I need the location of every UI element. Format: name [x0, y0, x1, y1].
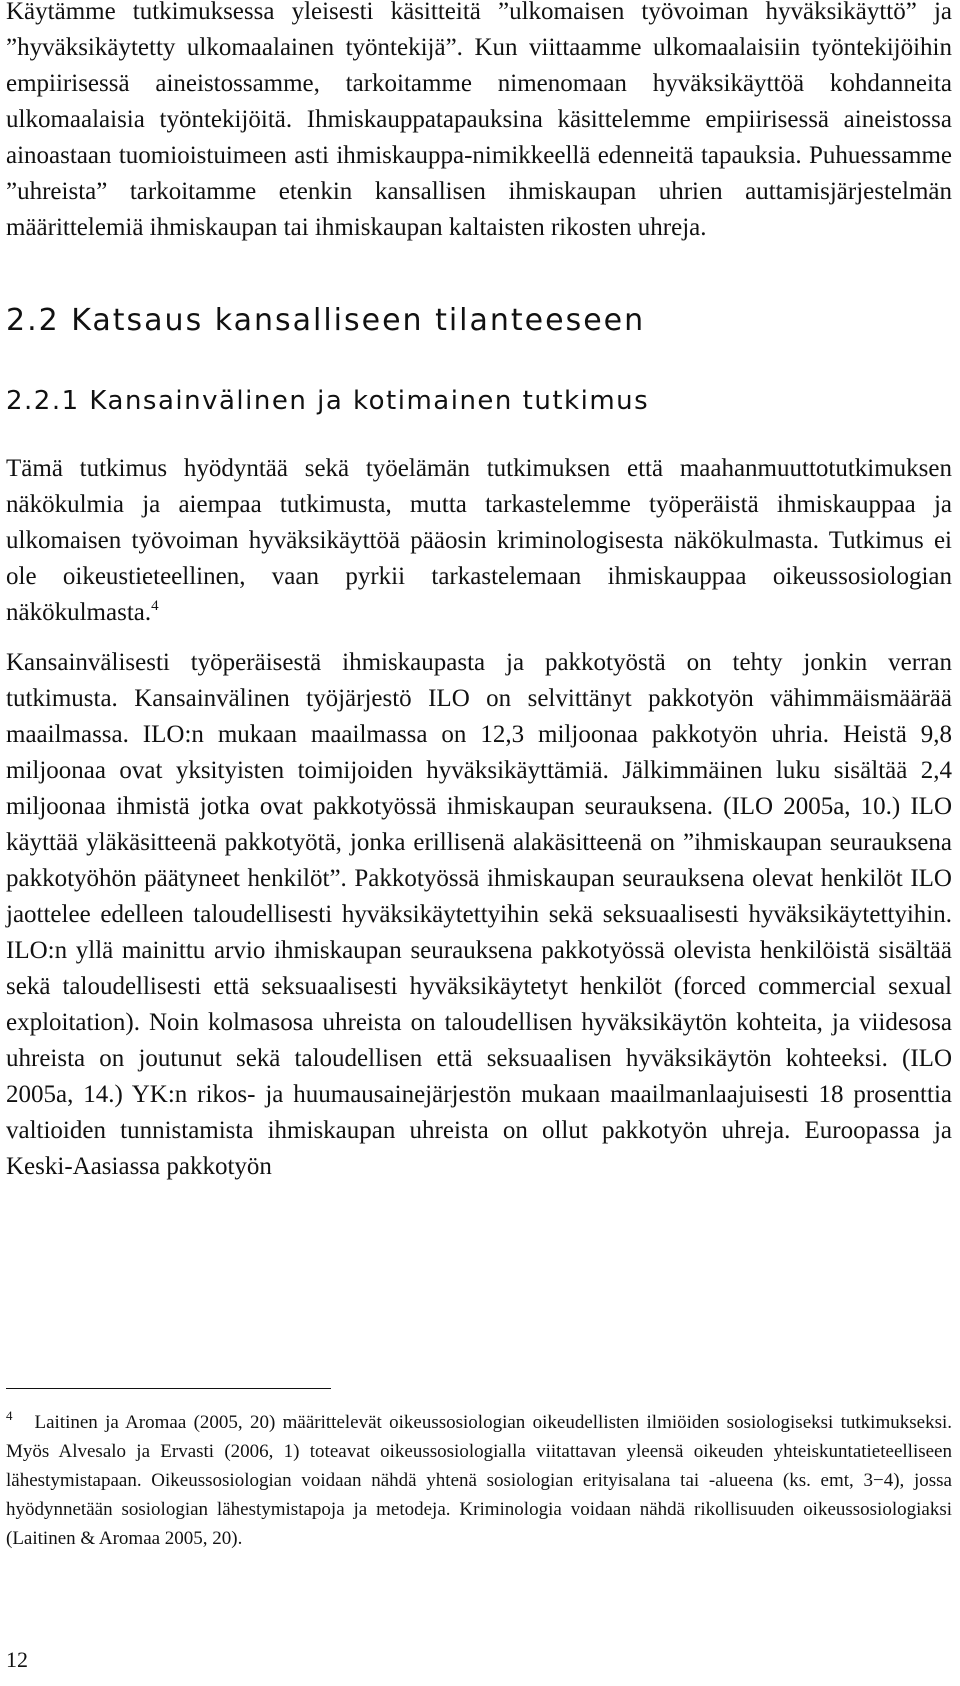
research-paragraph	[6, 451, 952, 631]
subsection-heading: 2.2.1 Kansainvälinen ja kotimainen tutkimus	[6, 386, 650, 416]
footnote-text: Laitinen ja Aromaa (2005, 20) määrittelevät oikeussosiologian oikeudellisten ilmiöiden sosiologiseksi tutkimukseksi. Myös Alvesalo ja Ervasti (2006, 1) toteavat oikeussosiologialla viitattavan yleensä oikeuden yhteiskuntatieteelliseen lähestymistapaan. Oikeussosiologian voidaan nähdä yhtenä sosiologian erityisalana tai -alueena (ks. emt, 3−4), jossa hyödynnetään sosiologian lähestymistapoja ja metodeja. Kriminologia voidaan nähdä rikollisuuden oikeussosiologiaksi (Laitinen & Aromaa 2005, 20).	[6, 1412, 952, 1549]
ilo-paragraph: Kansainvälisesti työperäisestä ihmiskaupasta ja pakkotyöstä on tehty jonkin verran tutkimusta. Kansainvälinen työjärjestö ILO on selvittänyt pakkotyön vähimmäismäärää maailmassa. ILO:n mukaan maailmassa on 12,3 miljoonaa pakkotyön uhria. Heistä 9,8 miljoonaa ovat yksityisten toimijoiden hyväksikäyttämiä. Jälkimmäinen luku sisältää 2,4 miljoonaa ihmistä jotka ovat pakkotyössä ihmiskaupan seurauksena. (ILO 2005a, 10.) ILO käyttää yläkäsitteenä pakkotyötä, jonka erillisenä alakäsitteenä on ”ihmiskaupan seurauksena pakkotyöhön päätyneet henkilöt”. Pakkotyössä ihmiskaupan seurauksena olevat henkilöt ILO jaottelee edelleen taloudellisesti hyväksikäytettyihin sekä seksuaalisesti hyväksikäytettyihin. ILO:n yllä mainittu arvio ihmiskaupan seurauksena pakkotyössä olevista henkilöistä sisältää sekä taloudellisesti että seksuaalisesti hyväksikäytetyt henkilöt (forced commercial sexual exploitation). Noin kolmasosa uhreista on taloudellisen hyväksikäytön kohteita, ja viidesosa uhreista on joutunut sekä taloudellisen että seksuaalisen hyväksikäytön kohteeksi. (ILO 2005a, 14.) YK:n rikos- ja huumausainejärjestön mukaan maailmanlaajuisesti 18 prosenttia valtioiden tunnistamista ihmiskaupan uhreista on ollut pakkotyön uhreja. Euroopassa ja Keski-Aasiassa pakkotyön	[6, 649, 952, 1180]
research-paragraph-text: Tämä tutkimus hyödyntää sekä työelämän tutkimuksen että maahanmuuttotutkimuksen näkökulmia ja aiempaa tutkimusta, mutta tarkastelemme työperäistä ihmiskauppaa ja ulkomaisen työvoiman hyväksikäyttöä pääosin kriminologisesta näkökulmasta. Tutkimus ei ole oikeustieteellinen, vaan pyrkii tarkastelemaan ihmiskauppaa oikeussosiologian näkökulmasta.	[6, 455, 952, 626]
section-heading: 2.2 Katsaus kansalliseen tilanteeseen	[6, 303, 646, 338]
footnote	[6, 1408, 952, 1553]
footnote-number: 4	[6, 1408, 13, 1423]
page-number: 12	[6, 1647, 28, 1672]
footnote-divider	[6, 1388, 331, 1389]
footnote-reference[interactable]: 4	[151, 598, 159, 614]
intro-paragraph: Käytämme tutkimuksessa yleisesti käsitteitä ”ulkomaisen työvoiman hyväksikäyttö” ja ”hyväksikäytetty ulkomaalainen työntekijä”. Kun viittaamme ulkomaalaisiin työntekijöihin empiirisessä aineistossamme, tarkoitamme nimenomaan hyväksikäyttöä kohdanneita ulkomaalaisia työntekijöitä. Ihmiskauppatapauksina käsittelemme empiirisessä aineistossa ainoastaan tuomioistuimeen asti ihmiskauppa-nimikkeellä edenneitä tapauksia. Puhuessamme ”uhreista” tarkoitamme etenkin kansallisen ihmiskaupan uhrien auttamisjärjestelmän määrittelemiä ihmiskaupan tai ihmiskaupan kaltaisten rikosten uhreja.	[6, 0, 952, 241]
